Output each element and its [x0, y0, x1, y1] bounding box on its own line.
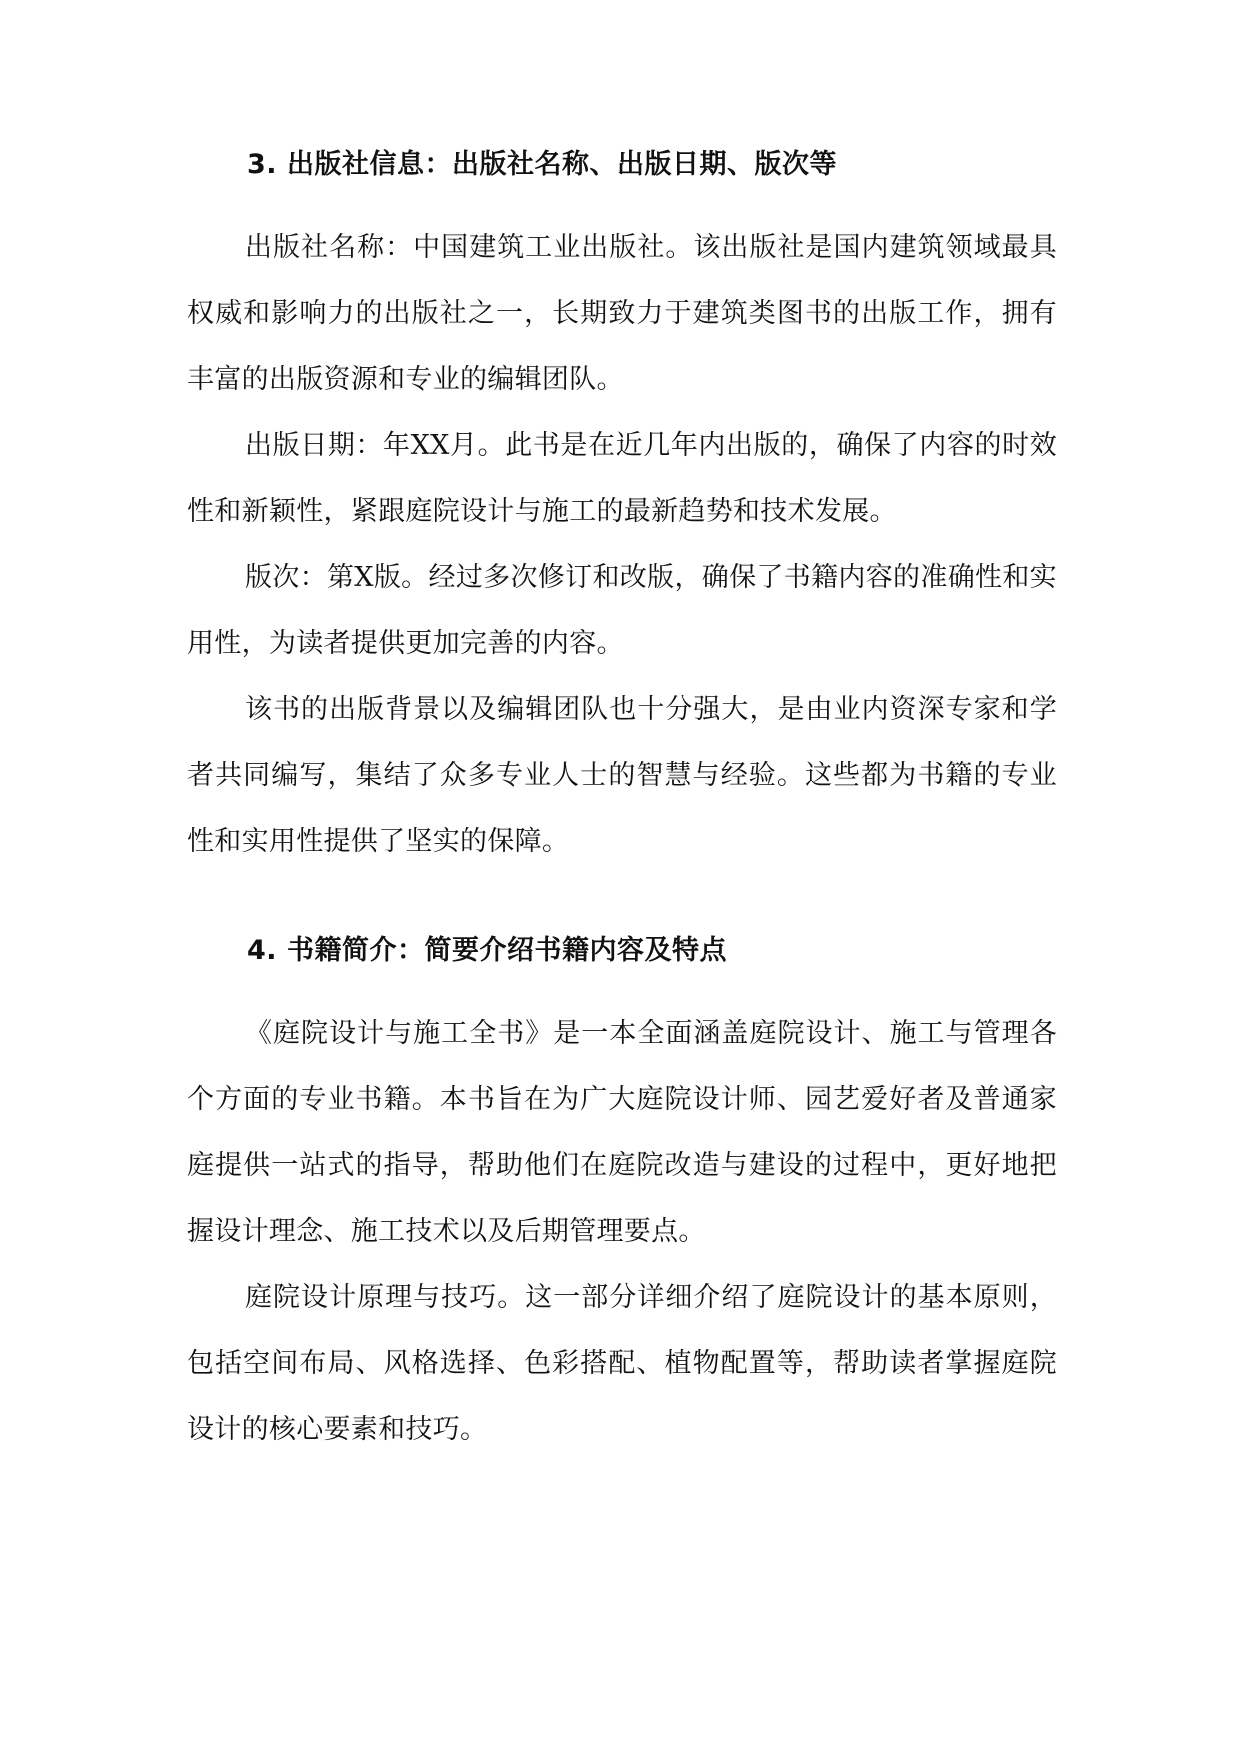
paragraph-publisher-name: 出版社名称：中国建筑工业出版社。该出版社是国内建筑领域最具权威和影响力的出版社之一，长期致力于建筑类图书的出版工作，拥有丰富的出版资源和专业的编辑团队。	[187, 232, 1057, 395]
paragraph-editorial-team: 该书的出版背景以及编辑团队也十分强大，是由业内资深专家和学者共同编写，集结了众多专业人士的智慧与经验。这些都为书籍的专业性和实用性提供了坚实的保障。	[187, 694, 1057, 857]
paragraph-design-principles: 庭院设计原理与技巧。这一部分详细介绍了庭院设计的基本原则，包括空间布局、风格选择、色彩搭配、植物配置等，帮助读者掌握庭院设计的核心要素和技巧。	[187, 1282, 1057, 1445]
paragraph-publish-date: 出版日期：年XX月。此书是在近几年内出版的，确保了内容的时效性和新颖性，紧跟庭院设计与施工的最新趋势和技术发展。	[187, 430, 1057, 527]
paragraph-edition: 版次：第X版。经过多次修订和改版，确保了书籍内容的准确性和实用性，为读者提供更加完善的内容。	[187, 562, 1057, 659]
section-heading-book-intro: 4. 书籍简介：简要介绍书籍内容及特点	[247, 935, 727, 966]
section-heading-publisher-info: 3. 出版社信息：出版社名称、出版日期、版次等	[247, 149, 837, 180]
paragraph-book-overview: 《庭院设计与施工全书》是一本全面涵盖庭院设计、施工与管理各个方面的专业书籍。本书旨在为广大庭院设计师、园艺爱好者及普通家庭提供一站式的指导，帮助他们在庭院改造与建设的过程中，更好地把握设计理念、施工技术以及后期管理要点。	[187, 1018, 1057, 1247]
document-body	[187, 145, 1057, 1463]
